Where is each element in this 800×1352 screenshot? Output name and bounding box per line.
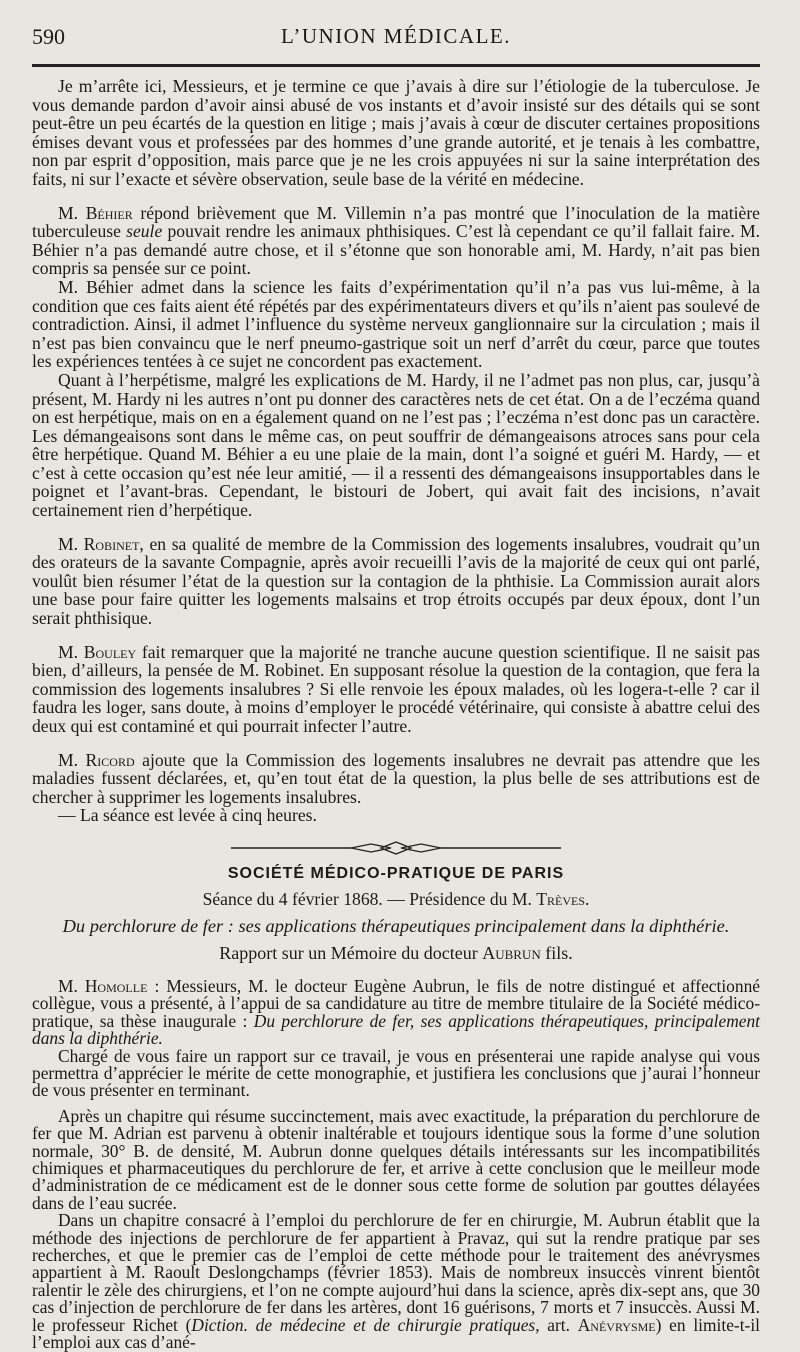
report-topic: Du perchlorure de fer : ses applications thérapeutiques principalement dans la diphthérie. [62,915,730,936]
speaker-name: M. Homolle [58,975,148,996]
paragraph: M. Béhier admet dans la science les faits d’expérimentation qu’il n’a pas vus lui-même, à la condition que ces faits aient été répétés par des expérimentateurs divers et qu’ils n’aient pas soulevé de contradiction. Ainsi, il admet l’influence du système nerveux ganglionnaire sur la circulation ; mais il n’est pas bien convaincu que le nerf pneumo-gastrique soit un nerf d’arrêt du cœur, parce que toutes les expériences tentées à ce sujet ne concordent pas exactement. [32,276,760,372]
paragraph: Dans un chapitre consacré à l’emploi du perchlorure de fer en chirurgie, M. Aubrun établit que la méthode des injections de perchlorure de fer appartient à Pravaz, qui sut la rendre pratique par ses recherches, et que le premier cas de l’emploi de cette méthode pour le traitement des anévrysmes appartient à M. Raoult Deslongchamps (février 1853). Mais de nombreux insuccès vinrent bientôt ralentir le zèle des chirurgiens, et l’on ne compte aujourd’hui dans la science, après dix-sept ans, que 30 cas d’injection de perchlorure de fer dans les artères, dont 16 guérisons, 7 morts et 7 insuccès. Aussi M. le professeur Richet (Diction. de médecine et de chirurgie pratiques, art. Anévrysme) en limite-t-il l’emploi aux cas d’ané- [32,1210,760,1352]
page-number: 590 [32,24,65,49]
paragraph: M. Béhier répond brièvement que M. Villemin n’a pas montré que l’inoculation de la matière tuberculeuse seule pouvait rendre les animaux phthisiques. C’est là cependant ce qu’il fallait faire. M. Béhier n’a pas demandé autre chose, et il s’étonne que son honorable ami, M. Hardy, n’ait pas bien compris sa pensée sur ce point. [32,202,760,279]
paragraph: Je m’arrête ici, Messieurs, et je termine ce que j’avais à dire sur l’étiologie de la tuberculose. Je vous demande pardon d’avoir ainsi abusé de vos instants et d’avoir insisté sur des détails qui se sont peut-être un peu écartés de la question en litige ; mais j’avais à cœur de discuter certaines propositions émises devant vous et professées par des hommes d’une grande autorité, et je tenais à les combattre, non par esprit d’opposition, mais parce que je ne les crois appuyées ni sur la saine interprétation des faits, ni sur l’exacte et sévère observation, seule base de la vérité en médecine. [32,76,760,189]
paragraph: Après un chapitre qui résume succinctement, mais avec exactitude, la préparation du perchlorure de fer que M. Adrian est parvenu à obtenir inaltérable et toujours identique sous la forme d’une solution normale, 30° B. de densité, M. Aubrun donne quelques détails intéressants sur les incompatibilités chimiques et pharmaceutiques du perchlorure de fer, et arrive à cette conclusion que le meilleur mode d’administration de ce médicament est de le donner sous cette forme de solution par gouttes délayées dans de l’eau sucrée. [32,1105,760,1213]
paragraph: Quant à l’herpétisme, malgré les explications de M. Hardy, il ne l’admet pas non plus, car, jusqu’à présent, M. Hardy ni les autres n’ont pu donner des caractères nets de cet état. On a de l’eczéma quand on est herpétique, mais on en a également quand on ne l’est pas ; l’eczéma n’est donc pas un caractère. Les démangeaisons sont dans le même cas, on peut souffrir de démangeaisons atroces sans pour cela être herpétique. Quand M. Béhier a eu une plaie de la main, dont l’a soigné et guéri M. Hardy, — et c’est à cette occasion qu’est née leur amitié, — il a ressenti des démangeaisons insupportables dans le poignet et l’avant-bras. Cependant, le bistouri de Jobert, qui avait fait des incisions, n’avait certainement rien d’herpétique. [32,369,760,521]
page-header [32,24,760,58]
speaker-name: M. Ricord [58,749,135,770]
paragraph: M. Ricord ajoute que la Commission des logements insalubres ne devrait pas attendre que les maladies fussent déclarées, et, qu’en tout état de la question, la plus belle de ses attributions est de chercher à supprimer les logements insalubres. [32,749,760,807]
speaker-name: M. Béhier [58,202,133,223]
paragraph: M. Homolle : Messieurs, M. le docteur Eugène Aubrun, le fils de notre distingué et affectionné collègue, vous a présenté, à l’appui de sa candidature au titre de membre titulaire de la Société médico-pratique, sa thèse inaugurale : Du perchlorure de fer, ses applications thérapeutiques, principalement dans la diphthérie. [32,975,760,1049]
running-title: L’UNION MÉDICALE. [280,24,512,48]
speaker-name: M. Bouley [58,641,137,662]
paragraph: M. Robinet, en sa qualité de membre de la Commission des logements insalubres, voudrait qu’un des orateurs de la savante Compagnie, après avoir recueilli l’avis de la majorité de ceux qui ont parlé, voulût bien résumer l’état de la question sur la contagion de la phthisie. La Commission aurait alors une base pour faire quitter les logements malsains et trop étroits occupés par deux époux, dont l’un serait phthisique. [32,533,761,629]
session-line: Séance du 4 février 1868. — Présidence du M. Trèves. [202,888,590,909]
speaker-name: M. Robinet [58,533,140,554]
ornamental-divider [231,839,561,857]
header-rule [32,64,760,67]
paragraph: — La séance est levée à cinq heures. [58,805,317,826]
report-title: Rapport sur un Mémoire du docteur Aubrun fils. [219,942,573,963]
society-heading: SOCIÉTÉ MÉDICO-PRATIQUE DE PARIS [227,864,565,882]
paragraph: Chargé de vous faire un rapport sur ce travail, je vous en présenterai une rapide analyse qui vous permettra d’apprécier le mérite de cette monographie, et justifiera les conclusions que j’aurai l’honneur de vous présenter en terminant. [32,1045,760,1101]
paragraph: M. Bouley fait remarquer que la majorité ne tranche aucune question scientifique. Il ne saisit pas bien, d’ailleurs, la pensée de M. Robinet. En supposant résolue la question de la contagion, que fera la commission des logements insalubres ? Si elle renvoie les époux malades, où les logera-t-elle ? car il faudra les loger, sans doute, à moins d’employer le procédé vétérinaire, qui consiste à abattre celui des deux qui est contaminé et qui pourrait infecter l’autre. [32,641,760,736]
